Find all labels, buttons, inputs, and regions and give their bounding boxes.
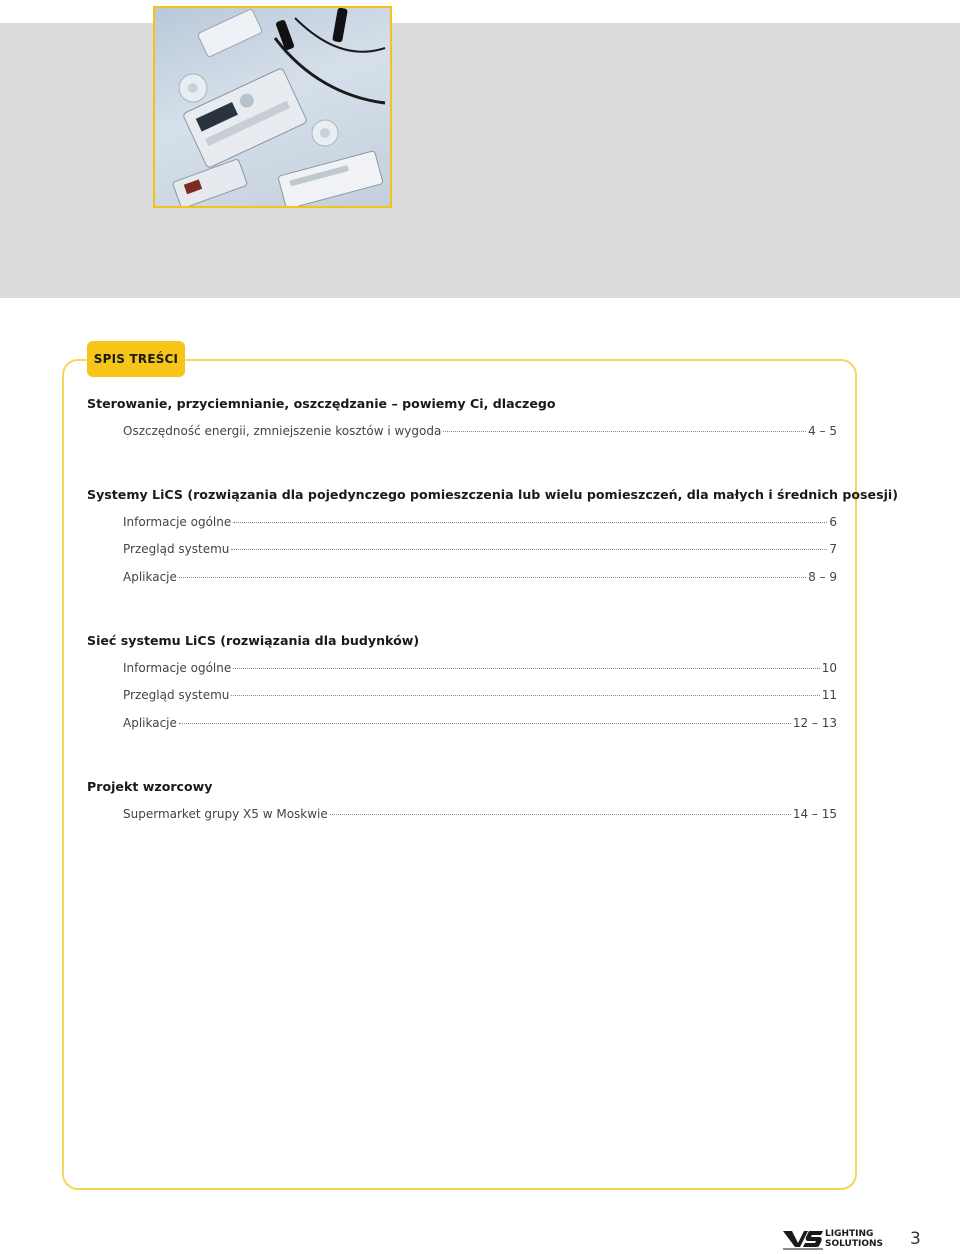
toc-entry[interactable] <box>123 661 837 677</box>
vs-lighting-solutions-logo <box>783 1228 883 1254</box>
toc-entry-label: Przegląd systemu <box>123 542 230 556</box>
toc-section-title: Systemy LiCS (rozwiązania dla pojedynczego pomieszczenia lub wielu pomieszczeń, dla małych i średnich posesji) <box>87 487 898 502</box>
toc-entry-label: Przegląd systemu <box>123 688 230 702</box>
toc-entry[interactable] <box>123 515 837 531</box>
page-number: 3 <box>910 1229 921 1249</box>
toc-leader-dots <box>233 668 819 669</box>
toc-leader-dots <box>231 695 819 696</box>
logo-text-line2: SOLUTIONS <box>825 1239 884 1249</box>
toc-entry-label: Supermarket grupy X5 w Moskwie <box>123 807 328 821</box>
toc-entry-page: 7 <box>829 542 837 556</box>
toc-entry-label: Oszczędność energii, zmniejszenie kosztów i wygoda <box>123 424 442 438</box>
toc-entry-label: Aplikacje <box>123 570 177 584</box>
logo-text-line1: LIGHTING <box>825 1229 874 1239</box>
toc-entry-page: 11 <box>821 688 837 702</box>
toc-section-title: Projekt wzorcowy <box>87 779 213 794</box>
toc-entry-page: 10 <box>821 661 837 675</box>
toc-entry-page: 12 – 13 <box>792 716 837 730</box>
toc-heading: SPIS TREŚCI <box>87 341 185 377</box>
toc-entry-label: Aplikacje <box>123 716 177 730</box>
toc-leader-dots <box>231 549 827 550</box>
product-photo <box>153 6 392 208</box>
toc-entry-page: 8 – 9 <box>808 570 837 584</box>
toc-frame <box>62 359 857 1190</box>
toc-entry-page: 6 <box>829 515 837 529</box>
toc-entry[interactable] <box>123 688 837 704</box>
toc-leader-dots <box>443 431 806 432</box>
toc-entry-page: 4 – 5 <box>808 424 837 438</box>
toc-leader-dots <box>233 522 827 523</box>
toc-entry[interactable] <box>123 570 837 586</box>
toc-leader-dots <box>179 577 806 578</box>
toc-section-title: Sterowanie, przyciemnianie, oszczędzanie – powiemy Ci, dlaczego <box>87 396 556 411</box>
toc-entry-page: 14 – 15 <box>792 807 837 821</box>
toc-leader-dots <box>179 723 791 724</box>
toc-entry[interactable] <box>123 716 837 732</box>
header-band <box>0 23 960 298</box>
toc-entry-label: Informacje ogólne <box>123 515 232 529</box>
product-photo-illustration <box>155 8 390 206</box>
toc-entry[interactable] <box>123 807 837 823</box>
toc-section-title: Sieć systemu LiCS (rozwiązania dla budynków) <box>87 633 420 648</box>
toc-entry[interactable] <box>123 542 837 558</box>
toc-entry[interactable] <box>123 424 837 440</box>
toc-leader-dots <box>330 814 791 815</box>
toc-entry-label: Informacje ogólne <box>123 661 232 675</box>
